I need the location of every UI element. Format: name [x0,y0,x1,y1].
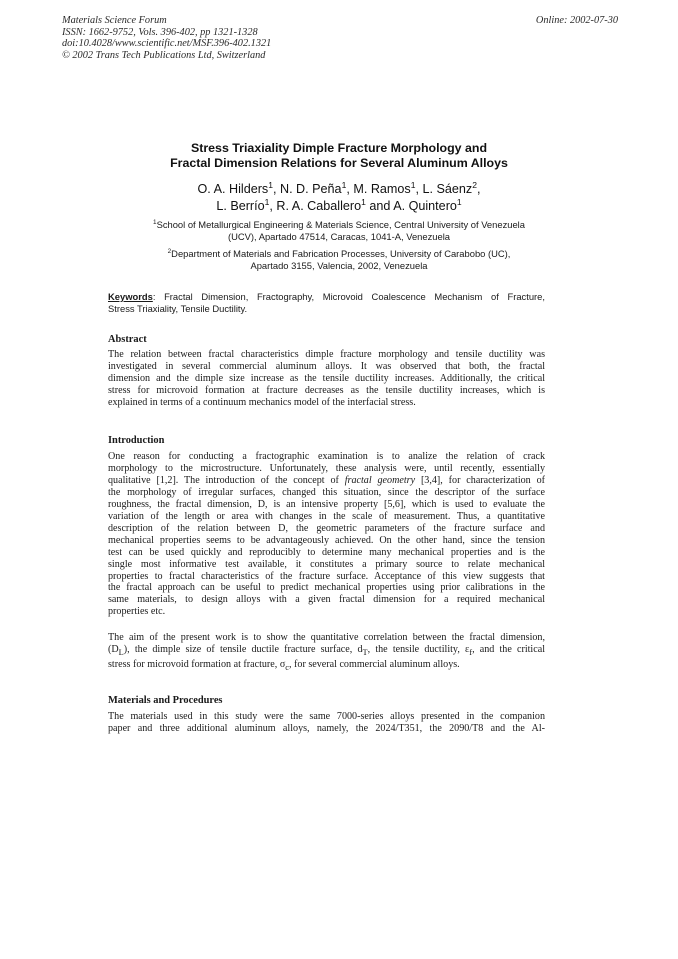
text-line [108,659,545,674]
text-line: paper and three additional aluminum alloys, namely, the 2024/T351, the 2090/T8 and the Al- [108,722,545,734]
paper-title [0,141,678,171]
author-line-1 [0,181,678,198]
text-line: same materials, to design alloys with a given fractal dimension for a required mechanical [108,594,545,606]
materials-paragraph [108,711,545,735]
text-run: ), the dimple size of tensile ductile fracture surface, d [123,643,363,655]
separator: , [476,182,481,196]
title-line-2: Fractal Dimension Relations for Several Aluminum Alloys [170,156,508,170]
affiliation-mark: 1 [153,218,157,226]
abstract-text [108,349,545,409]
subscript: T [362,647,368,657]
subscript: c [285,662,289,672]
author-name: N. D. Peña [279,182,342,196]
text-line: the fractal approach can be useful to predict mechanical properties using prior calibrations in the [108,582,545,594]
separator: and [365,198,394,213]
author-name: M. Ramos [353,182,411,196]
author-list [0,181,678,214]
text-line: properties to fractal characteristics of the fracture surface. Acceptance of this view suggests that [108,570,545,582]
text-line: One reason for conducting a fractographic examination is to analize the relation of crack [108,451,545,462]
author-name: A. Quintero [393,198,457,213]
text-run: [3,4], for characterization of [415,474,546,486]
affiliation-text: School of Metallurgical Engineering & Materials Science, Central University of Venezuela [156,219,525,230]
keywords [108,291,545,316]
text-line: stress for microvoid formation at fracture decreases as the tensile ductility increases, which is [108,384,545,396]
subscript: f [469,647,473,657]
abstract-heading: Abstract [108,334,147,345]
author-name: R. A. Caballero [276,198,362,213]
text-run: qualitative [1,2]. The introduction of the concept of [108,474,345,486]
affiliation-text: Department of Materials and Fabrication Processes, University of Carabobo (UC), [171,248,511,259]
issn-line: ISSN: 1662-9752, Vols. 396-402, pp 1321-1328 [62,26,258,38]
affiliation-mark: 1 [341,179,347,190]
emphasis: fractal geometry [344,474,416,486]
journal-name: Materials Science Forum [62,15,167,26]
text-line [108,644,545,659]
text-run: , the tensile ductility, ε [367,643,470,655]
text-line: The relation between fractal characteristics dimple fracture morphology and tensile ductility was [108,349,545,360]
introduction-heading: Introduction [108,435,165,446]
keywords-text: Stress Triaxiality, Tensile Ductility. [108,303,248,315]
keywords-label: Keywords [108,291,153,302]
text-line: description of the relation between D, the geometric parameters of the fracture surface and [108,522,545,534]
text-line: morphology to the microstructure. Unfortunately, these analysis were, until recently, essentially [108,462,545,474]
text-line: variation of the length or area with changes in the scale of measurement. Thus, a quantitative [108,510,545,522]
text-run: , for several commercial aluminum alloys. [289,658,460,670]
text-line: test can be used quickly and reproducibly to determine many mechanical properties and is the [108,546,545,558]
affiliation-mark: 1 [410,179,416,190]
publication-info [62,15,271,61]
text-line: mechanical properties seems to be advantageously achieved. On the other hand, since the tension [108,534,545,546]
affiliation-mark: 1 [268,179,273,190]
text-run: stress for microvoid formation at fracture, σ [108,658,286,670]
text-line: The materials used in this study were the same 7000-series alloys presented in the companion [108,711,545,722]
subscript: L [118,647,124,657]
author-name: O. A. Hilders [197,182,269,196]
affiliation-line [0,219,678,231]
affiliation-mark: 1 [264,196,270,207]
doi-link[interactable]: doi:10.4028/www.scientific.net/MSF.396-402.1321 [62,38,272,50]
text-run: , and the critical [472,643,545,655]
separator: , [346,182,354,196]
text-line: the morphology of irregular surfaces, changed this situation, since the descriptor of the surface [108,486,545,498]
text-line: dimension and the dimple size increase as the tensile ductility increases. Additionally, the critical [108,372,545,384]
keywords-text: : Fractal Dimension, Fractography, Microvoid Coalescence Mechanism of Fracture, [152,291,545,302]
text-line: investigated in several commercial aluminum alloys. It was observed that both, the fractal [108,360,545,372]
affiliation-mark: 2 [167,247,172,255]
introduction-paragraph-2 [108,632,545,674]
separator: , [272,182,280,196]
author-name: L. Sáenz [422,182,473,196]
affiliation-2 [0,248,678,273]
affiliation-mark: 1 [456,196,462,207]
online-date: Online: 2002-07-30 [535,15,618,26]
title-line-1: Stress Triaxiality Dimple Fracture Morphology and [190,141,488,155]
text-line: properties etc. [108,606,166,618]
affiliation-text: (UCV), Apartado 47514, Caracas, 1041-A, Venezuela [227,231,450,243]
separator: , [415,182,423,196]
author-name: L. Berrío [216,198,265,213]
affiliation-text: Apartado 3155, Valencia, 2002, Venezuela [250,260,428,272]
affiliation-line [0,248,678,260]
copyright-line: © 2002 Trans Tech Publications Ltd, Switzerland [62,49,266,61]
text-line: The aim of the present work is to show the quantitative correlation between the fractal dimension, [108,632,545,643]
affiliation-mark: 2 [472,179,477,190]
affiliation-mark: 1 [361,196,366,207]
text-line: single most informative test available, it constitutes a primary source to relate mechanical [108,558,545,570]
affiliation-1 [0,219,678,244]
separator: , [269,198,277,213]
text-line: roughness, the fractal dimension, D, is an intensive property [5,6], which is used to evaluate the [108,498,545,510]
materials-heading: Materials and Procedures [108,695,223,706]
text-run: (D [108,643,119,655]
text-line [108,475,545,487]
introduction-paragraph-1 [108,451,545,618]
text-line: explained in terms of a continuum mechanics model of the interfacial stress. [108,396,416,408]
author-line-2 [0,198,678,215]
